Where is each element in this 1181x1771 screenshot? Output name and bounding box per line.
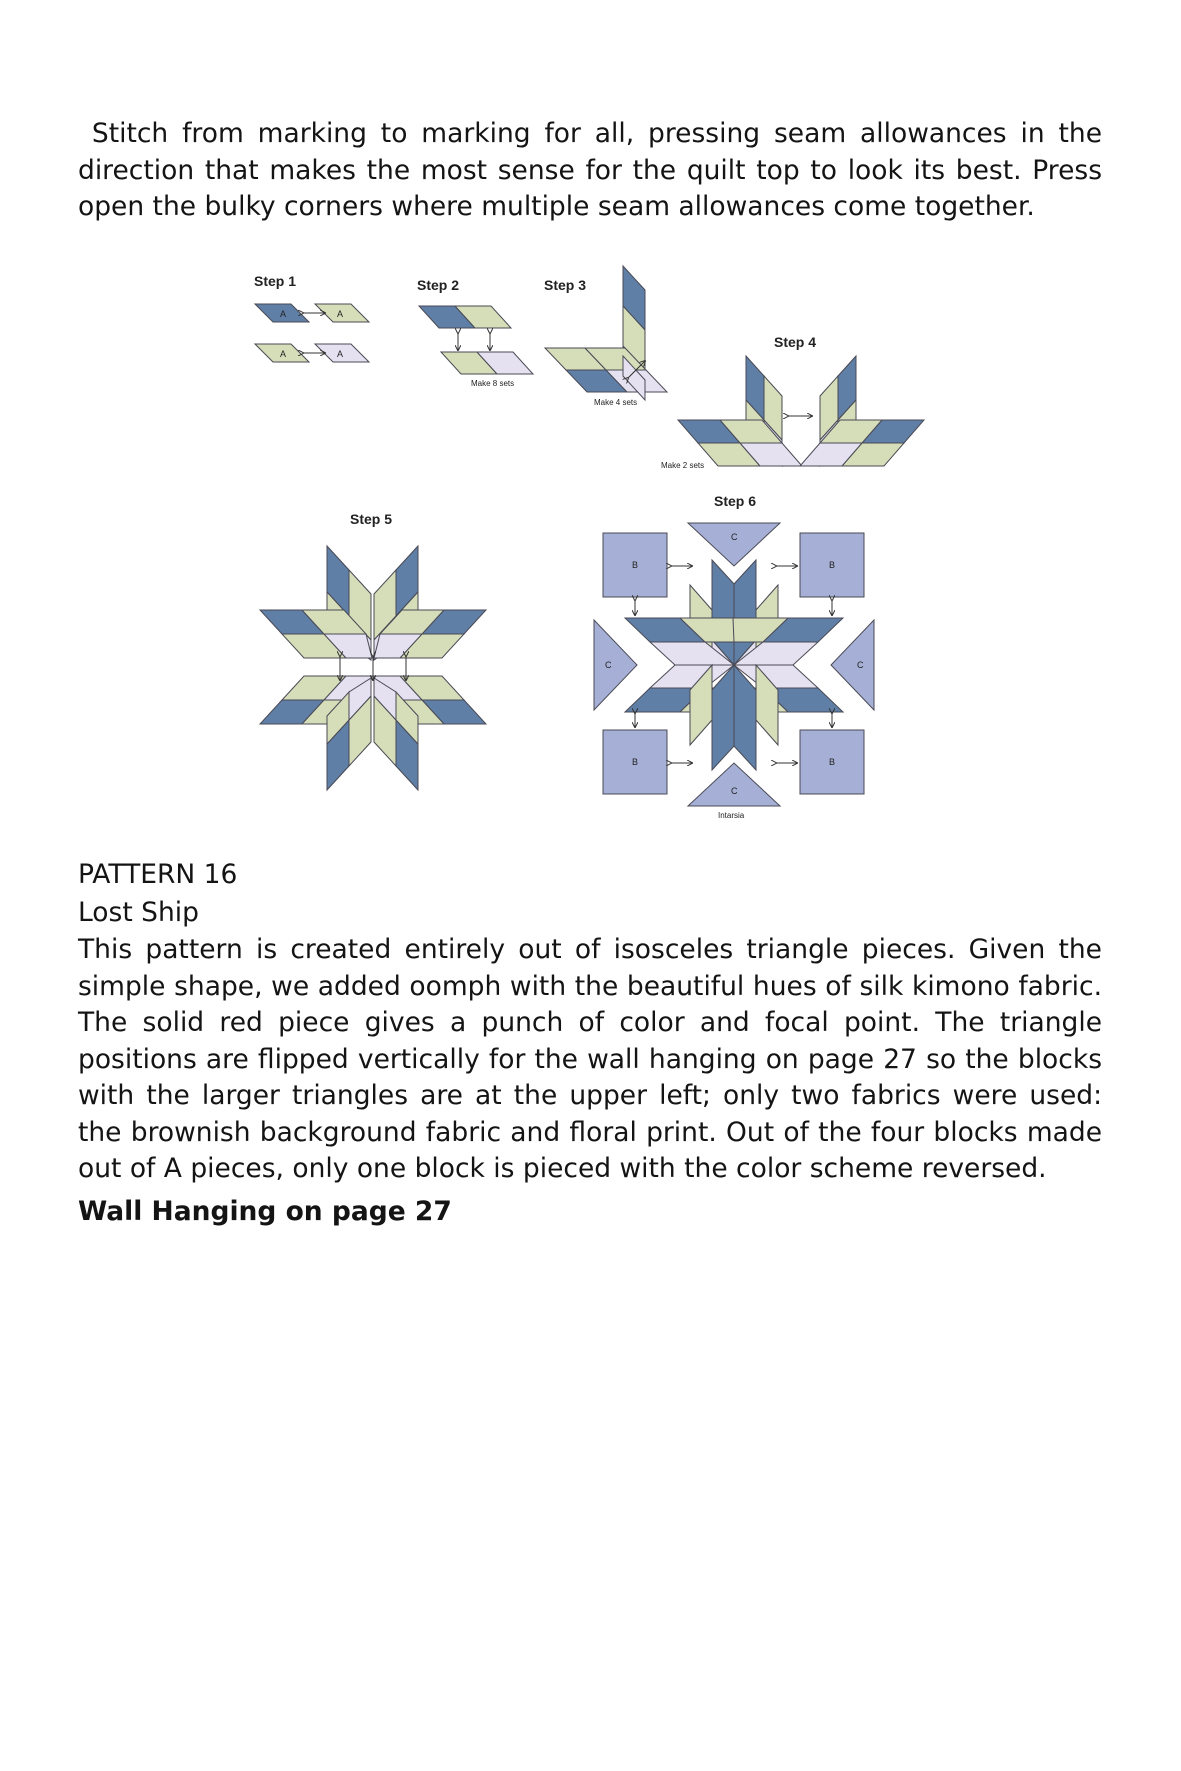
- piece-c-label: C: [857, 660, 864, 670]
- intarsia-note: Intarsia: [718, 811, 745, 820]
- step-3-label: Step 3: [544, 277, 587, 293]
- wall-hanging-reference: Wall Hanging on page 27: [78, 1196, 452, 1227]
- step-4-label: Step 4: [774, 334, 817, 350]
- make-2-sets-note: Make 2 sets: [661, 461, 705, 470]
- piece-c-label: C: [731, 532, 738, 542]
- make-4-sets-note: Make 4 sets: [594, 398, 638, 407]
- piece-a-label: A: [337, 309, 344, 319]
- make-8-sets-note: Make 8 sets: [471, 379, 515, 388]
- piece-c-label: C: [605, 660, 612, 670]
- piece-b-label: B: [632, 757, 639, 767]
- step-4-pieces: [678, 356, 924, 466]
- step-6-label: Step 6: [714, 493, 757, 509]
- star-assembly-diagram: [0, 0, 1181, 830]
- pattern-number: PATTERN 16: [78, 859, 238, 890]
- piece-a-label: A: [337, 349, 344, 359]
- piece-b-label: B: [829, 757, 836, 767]
- piece-a-label: A: [280, 309, 287, 319]
- step-5-label: Step 5: [350, 511, 393, 527]
- step-2-label: Step 2: [417, 277, 460, 293]
- piece-c-label: C: [731, 786, 738, 796]
- step-2-pieces: [419, 306, 533, 374]
- intro-paragraph: Stitch from marking to marking for all, pressing seam allowances in the direction that makes the most sense for the quilt top to look its best. Press open the bulky corners where multiple seam allowances come together.: [78, 118, 1102, 222]
- piece-b-label: B: [829, 560, 836, 570]
- step-1-pieces: [255, 304, 369, 362]
- piece-b-label: B: [632, 560, 639, 570]
- step-5-star: [260, 546, 486, 790]
- pattern-title: Lost Ship: [78, 897, 199, 928]
- step-1-label: Step 1: [254, 273, 297, 289]
- pattern-description: This pattern is created entirely out of isosceles triangle pieces. Given the simple shape, we added oomph with the beautiful hues of silk kimono fabric. The solid red piece gives a punch of color and focal point. The triangle positions are flipped vertically for the wall hanging on page 27 so the blocks with the larger triangles are at the upper left; only two fabrics were used: the brownish background fabric and floral print. Out of the four blocks made out of A pieces, only one block is pieced with the color scheme reversed.: [78, 934, 1102, 1184]
- piece-a-label: A: [280, 349, 287, 359]
